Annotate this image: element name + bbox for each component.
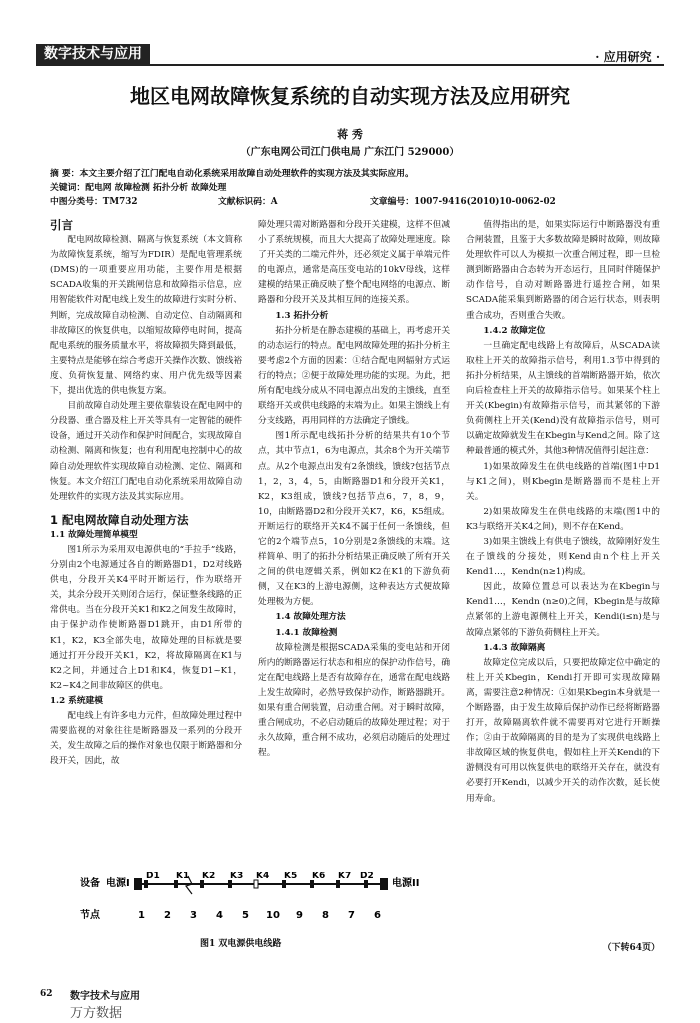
column-2 [258, 218, 450, 761]
section-label: · 应用研究 · [595, 50, 660, 64]
heading-section-1-4: 1.4 故障处理方法 [275, 612, 346, 623]
paragraph: 值得指出的是，如果实际运行中断路器没有重合闸装置，且鉴于大多数故障是瞬时故障，则故障处理软件可以人为模拟一次重合闸过程，即一旦检测到断路器由合态转为开态运行，且同时伴随保护动作信号，自动对断路器进行遥控合闸，如果SCADA能采集到断路器的闭合运行状态，则表明重合成功，否则重合失败。 [466, 220, 660, 321]
abstract-label: 摘 要： [50, 169, 80, 179]
header-rule [36, 64, 664, 66]
switch-label: D2 [360, 872, 374, 881]
switch-mark-k6 [310, 880, 314, 888]
node-number: 1 [138, 910, 145, 921]
switch-mark-d2 [364, 880, 368, 888]
article-title: 地区电网故障恢复系统的自动实现方法及应用研究 [130, 84, 570, 108]
paragraph: 配电线上有许多电力元件，但故障处理过程中需要监视的对象往往是断路器及一系列的分段开关，发生故障之后的操作对象也仅限于断路器和分段开关，因此，故 [50, 711, 242, 767]
heading-section-1-2: 1.2 系统建模 [50, 695, 103, 706]
switch-mark-k3 [228, 880, 232, 888]
switch-mark-d1 [144, 880, 148, 888]
switch-label: K5 [284, 872, 298, 881]
node-number: 7 [348, 910, 355, 921]
keywords-line [50, 180, 226, 193]
figure-source-1-label: 电源I [106, 878, 130, 889]
article-no: 1007-9416(2010)10-0062-02 [414, 197, 556, 207]
keywords-label: 关键词： [50, 183, 86, 193]
node-number: 8 [322, 910, 329, 921]
source-1-bar [134, 878, 142, 890]
heading-section-1-3: 1.3 拓扑分析 [275, 310, 329, 321]
switch-label: K3 [230, 872, 244, 881]
node-number: 5 [242, 910, 249, 921]
paragraph: 2)如果故障发生在供电线路的末端(图1中的K3与联络开关K4之间)，则不存在Kend。 [466, 506, 660, 532]
switch-mark-k4-open [254, 880, 258, 888]
switch-mark-k1 [174, 880, 178, 888]
footer-journal: 数字技术与应用 [70, 991, 140, 1002]
heading-section-1-4-2: 1.4.2 故障定位 [483, 325, 546, 336]
abstract-line [50, 166, 414, 179]
node-number: 10 [266, 910, 280, 921]
node-number: 3 [190, 910, 197, 921]
paragraph: 故障定位完成以后，只要把故障定位中确定的柱上开关Kbegin，Kendi打开即可实现故障隔离，需要注意2种情况：①如果Kbegin本身就是一个断路器，由于发生故障后保护动作已经将断路器打开，故障隔离软件就不需要再对它进行开断操作；②由于故障隔离的目的是为了实现供电线路上非故障区域的恢复供电，假如柱上开关Kendi的下游侧没有可用以恢复供电的联络开关存在，就没有必要打开Kendi，以减少开关的动作次数，延长使用寿命。 [466, 657, 660, 804]
switch-label: K6 [312, 872, 326, 881]
keywords: 配电网 故障检测 拓扑分析 故障处理 [85, 183, 227, 193]
switch-mark-k5 [282, 880, 286, 888]
classification-line [50, 194, 137, 207]
abstract: 本文主要介绍了江门配电自动化系统采用故障自动处理软件的实现方法及其实际应用。 [79, 169, 414, 179]
affiliation: （广东电网公司江门供电局 广东江门 529000） [240, 147, 460, 158]
node-number: 9 [296, 910, 303, 921]
node-number: 6 [374, 910, 381, 921]
switch-label: K4 [256, 872, 270, 881]
article-no-line [370, 194, 556, 207]
heading-intro: 引言 [50, 218, 73, 232]
doc-code-label: 文献标识码： [218, 197, 271, 207]
paragraph: 1)如果故障发生在供电线路的首端(图1中D1与K1之间)，则Kbegin是断路器而不是柱上开关。 [466, 461, 660, 502]
heading-section-1: 1 配电网故障自动处理方法 [50, 512, 189, 527]
paragraph: 因此，故障位置总可以表达为在Kbegin与Kend1…，Kendn (n≥0)之间，Kbegin是与故障点紧邻的上游电源侧柱上开关，Kendi(i≤n)是与故障点紧邻的下游负荷侧柱上开关。 [466, 582, 660, 638]
page-number: 62 [40, 989, 53, 999]
paragraph: 3)如果主馈线上有供电子馈线，故障刚好发生在子馈线的分接处，则Kend由n个柱上开关Kend1…，Kendn(n≥1)构成。 [466, 536, 660, 578]
paragraph: 障处理只需对断路器和分段开关建模，这样不但减小了系统规模，而且大大提高了故障处理速度。除了开关类的二端元件外，还必须定义属于单端元件的电源点，通常是高压变电站的10kV母线，这样建模的结果正确反映了整个配电网络的电源点、断路器和分段开关及其相互间的连接关系。 [258, 220, 450, 306]
paragraph: 目前故障自动处理主要依靠装设在配电网中的分段器、重合器及柱上开关等具有一定智能的硬件设备，通过开关动作和保护时间配合，实现故障自动检测、隔离和恢复；也有利用配电控制中心的故障自动处理软件实现故障自动检测、定位、隔离和恢复。本文介绍江门配电自动化系统采用故障自动处理软件的实现方法及其实际应用。 [50, 401, 242, 502]
watermark: 万方数据 [70, 1006, 123, 1021]
article-no-label: 文章编号： [370, 197, 414, 207]
author: 蒋 秀 [337, 128, 363, 141]
paragraph: 一旦确定配电线路上有故障后，从SCADA读取柱上开关的故障指示信号，利用1.3节中得到的拓扑分析结果，从主馈线的首端断路器开始，依次向后检查柱上开关的故障指示信号。如果某个柱上开关(Kbegin)有故障指示信号，而其紧邻的下游负荷侧柱上开关(Kend)没有故障指示信号，则可以确定故障就发生在Kbegin与Kend之间。除了这种最普通的模式外，其他3种情况值得引起注意： [466, 340, 660, 457]
figure-1-caption: 图1 双电源供电线路 [200, 939, 282, 949]
switch-label: D1 [146, 872, 160, 881]
heading-section-1-4-1: 1.4.1 故障检测 [275, 627, 338, 638]
heading-section-1-4-3: 1.4.3 故障隔离 [483, 642, 546, 653]
column-1 [50, 218, 242, 769]
continued-note: （下转64页） [602, 943, 660, 953]
switch-label: K7 [338, 872, 352, 881]
column-3 [466, 218, 660, 807]
figure-1-diagram [80, 872, 440, 928]
node-number: 2 [164, 910, 171, 921]
switch-mark-k7 [336, 880, 340, 888]
switch-label: K1 [176, 872, 190, 881]
figure-source-2-label: 电源II [392, 878, 420, 889]
paragraph: 图1所示配电线拓扑分析的结果共有10个节点，其中节点1，6为电源点，其余8个为开关端节点。从2个电源点出发有2条馈线，馈线?包括节点1，2，3，4，5，由断路器D1和分段开关K1，K2，K3组成，馈线?包括节点6，7，8，9，10，由断路器D2和分段开关K7，K6，K5组成。开断运行的联络开关K4不属于任何一条馈线，但它的2个端节点5，10分别是2条馈线的末端。这样简单、明了的拓扑分析结果正确反映了所有开关之间的供电逻辑关系，例如K2在K1的下游负荷侧，又在K3的上游电源侧，这种表达方式便故障处理极为方便。 [258, 431, 450, 608]
paragraph: 配电网故障检测、隔离与恢复系统（本文简称为故障恢复系统，缩写为FDIR）是配电管理系统(DMS)的一项重要应用功能，主要作用是根据SCADA收集的开关跳闸信息和故障指示信息，应用智能软件对配电线上发生的故障进行实时分析、判断，完成故障自动检测、自动定位、自动隔离和非故障区的恢复供电，以缩短故障停电时间，提高配电系统的服务质量水平，将故障损失降到最低，主要特点是能够在综合考虑开关操作次数、馈线裕度、负荷恢复量、网络约束、用户优先级等因素下，提出优选的供电恢复方案。 [50, 235, 242, 397]
doc-code-line [218, 194, 278, 207]
doc-code: A [270, 197, 278, 207]
node-number: 4 [216, 910, 223, 921]
switch-mark-k2 [200, 880, 204, 888]
clc-label: 中图分类号： [50, 197, 103, 207]
clc: TM732 [102, 197, 138, 207]
section-tag: 数字技术与应用 [36, 44, 150, 64]
source-2-bar [380, 878, 388, 890]
heading-section-1-1: 1.1 故障处理简单模型 [50, 529, 138, 540]
switch-label: K2 [202, 872, 216, 881]
figure-node-label: 节点 [80, 910, 100, 921]
figure-device-label: 设备 [80, 878, 100, 889]
paragraph: 拓扑分析是在静态建模的基础上，再考虑开关的动态运行的特点。配电网故障处理的拓扑分析主要考虑2个方面的因素：①结合配电网辐射方式运行的特点；②便于故障处理功能的实现。为此，把所有配电线分成从不同电源点出发的主馈线，直至联络开关或供电线路的末端为止。如果主馈线上有分支线路，再用同样的方法确定子馈线。 [258, 325, 450, 427]
paragraph: 图1所示为采用双电源供电的“手拉手”线路，分别由2个电源通过各自的断路器D1，D2对线路供电，分段开关K4平时开断运行，作为联络开关，其余分段开关则闭合运行，保证整条线路的正常供电。当在分段开关K1和K2之间发生故障时，由于保护动作使断路器D1跳开，由D1所带的K1，K2，K3全部失电，故障处理的目标就是要通过打开分段开关K1，K2，将故障隔离在K1与K2之间，并通过合上D1和K4，恢复D1~K1，K2~K4之间非故障区的供电。 [50, 544, 242, 691]
paragraph: 故障检测是根据SCADA采集的变电站和开闭所内的断路器运行状态和相应的保护动作信号，确定在配电线路上是否有故障存在，通常在配电线路上发生故障时，必然导致保护动作，断路器跳开。如果有重合闸装置，启动重合闸。对于瞬时故障，重合闸成功，不必启动随后的故障处理过程；对于永久故障，重合闸不成功，必须启动随后的处理过程。 [258, 642, 450, 759]
